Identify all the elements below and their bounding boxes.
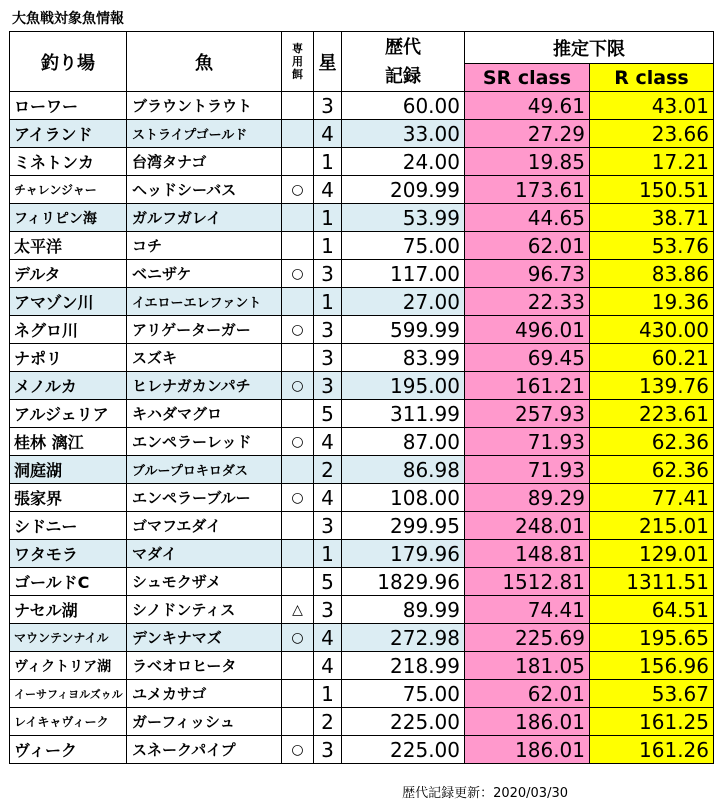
spot-cell: デルタ: [10, 260, 127, 288]
table-row: [10, 316, 714, 344]
record-cell: 60.00: [342, 92, 465, 120]
r-class-cell: 223.61: [590, 400, 714, 428]
fish-cell: ヘッドシーバス: [127, 176, 282, 204]
record-cell: 272.98: [342, 624, 465, 652]
fish-cell: ガルフガレイ: [127, 204, 282, 232]
star-cell: 5: [314, 568, 342, 596]
star-cell: 2: [314, 708, 342, 736]
r-class-cell: 195.65: [590, 624, 714, 652]
fish-cell: シノドンティス: [127, 596, 282, 624]
table-row: [10, 176, 714, 204]
star-cell: 1: [314, 288, 342, 316]
record-cell: 53.99: [342, 204, 465, 232]
record-cell: 75.00: [342, 680, 465, 708]
star-cell: 4: [314, 652, 342, 680]
bait-cell: [282, 456, 314, 484]
record-update-note: 歴代記録更新：2020/03/30: [402, 786, 568, 801]
sr-class-cell: 161.21: [465, 372, 590, 400]
star-cell: 3: [314, 372, 342, 400]
spot-cell: ゴールドC: [10, 568, 127, 596]
bait-cell: [282, 92, 314, 120]
r-class-cell: 17.21: [590, 148, 714, 176]
spot-cell: ヴィーク: [10, 736, 127, 764]
bait-cell: △: [282, 596, 314, 624]
star-cell: 3: [314, 316, 342, 344]
sr-class-cell: 19.85: [465, 148, 590, 176]
fish-cell: エンペラーレッド: [127, 428, 282, 456]
table-body: [10, 92, 714, 764]
bait-cell: [282, 288, 314, 316]
r-class-cell: 1311.51: [590, 568, 714, 596]
fish-cell: 台湾タナゴ: [127, 148, 282, 176]
r-class-cell: 62.36: [590, 456, 714, 484]
sr-class-cell: 49.61: [465, 92, 590, 120]
fish-cell: マダイ: [127, 540, 282, 568]
record-cell: 24.00: [342, 148, 465, 176]
fish-cell: スネークパイプ: [127, 736, 282, 764]
star-cell: 3: [314, 344, 342, 372]
table-row: [10, 568, 714, 596]
table-row: [10, 512, 714, 540]
spot-cell: シドニー: [10, 512, 127, 540]
star-cell: 3: [314, 260, 342, 288]
table-row: [10, 652, 714, 680]
sr-class-cell: 69.45: [465, 344, 590, 372]
star-cell: 4: [314, 624, 342, 652]
fish-cell: ベニザケ: [127, 260, 282, 288]
r-class-cell: 38.71: [590, 204, 714, 232]
spot-cell: 洞庭湖: [10, 456, 127, 484]
fish-cell: シュモクザメ: [127, 568, 282, 596]
table-row: [10, 92, 714, 120]
record-cell: 225.00: [342, 708, 465, 736]
sr-class-cell: 71.93: [465, 428, 590, 456]
table-row: [10, 428, 714, 456]
star-cell: 3: [314, 92, 342, 120]
sr-class-cell: 44.65: [465, 204, 590, 232]
bait-cell: [282, 680, 314, 708]
sr-class-cell: 27.29: [465, 120, 590, 148]
r-class-cell: 53.67: [590, 680, 714, 708]
record-cell: 311.99: [342, 400, 465, 428]
header-fish: 魚: [127, 32, 282, 92]
bait-cell: [282, 540, 314, 568]
table-row: [10, 400, 714, 428]
spot-cell: アイランド: [10, 120, 127, 148]
spot-cell: アルジェリア: [10, 400, 127, 428]
fish-cell: ユメカサゴ: [127, 680, 282, 708]
sr-class-cell: 62.01: [465, 680, 590, 708]
star-cell: 3: [314, 736, 342, 764]
r-class-cell: 161.25: [590, 708, 714, 736]
record-cell: 27.00: [342, 288, 465, 316]
star-cell: 1: [314, 204, 342, 232]
bait-cell: [282, 652, 314, 680]
header-star: 星: [314, 32, 342, 92]
header-record: [342, 32, 465, 92]
bait-cell: [282, 344, 314, 372]
r-class-cell: 60.21: [590, 344, 714, 372]
star-cell: 4: [314, 120, 342, 148]
record-cell: 87.00: [342, 428, 465, 456]
bait-cell: ○: [282, 484, 314, 512]
header-bait-char: 用: [292, 55, 303, 68]
sr-class-cell: 71.93: [465, 456, 590, 484]
table-row: [10, 288, 714, 316]
fish-cell: イエローエレファント: [127, 288, 282, 316]
sr-class-cell: 74.41: [465, 596, 590, 624]
spot-cell: チャレンジャー: [10, 176, 127, 204]
bait-cell: ○: [282, 624, 314, 652]
bait-cell: ○: [282, 428, 314, 456]
r-class-cell: 53.76: [590, 232, 714, 260]
record-cell: 225.00: [342, 736, 465, 764]
spot-cell: ナポリ: [10, 344, 127, 372]
r-class-cell: 430.00: [590, 316, 714, 344]
sr-class-cell: 186.01: [465, 736, 590, 764]
sr-class-cell: 22.33: [465, 288, 590, 316]
spot-cell: メノルカ: [10, 372, 127, 400]
table-row: [10, 260, 714, 288]
page-title: 大魚戦対象魚情報: [12, 11, 124, 27]
r-class-cell: 19.36: [590, 288, 714, 316]
fish-table: [9, 31, 714, 764]
bait-cell: ○: [282, 176, 314, 204]
table-row: [10, 708, 714, 736]
star-cell: 4: [314, 484, 342, 512]
spot-cell: ローワー: [10, 92, 127, 120]
r-class-cell: 215.01: [590, 512, 714, 540]
fish-cell: エンペラーブルー: [127, 484, 282, 512]
fish-cell: ブラウントラウト: [127, 92, 282, 120]
r-class-cell: 139.76: [590, 372, 714, 400]
r-class-cell: 62.36: [590, 428, 714, 456]
table-row: [10, 232, 714, 260]
spot-cell: フィリピン海: [10, 204, 127, 232]
r-class-cell: 23.66: [590, 120, 714, 148]
spot-cell: レイキャヴィーク: [10, 708, 127, 736]
record-cell: 599.99: [342, 316, 465, 344]
spot-cell: 桂林 漓江: [10, 428, 127, 456]
sr-class-cell: 186.01: [465, 708, 590, 736]
table-row: [10, 540, 714, 568]
bait-cell: ○: [282, 736, 314, 764]
table-row: [10, 204, 714, 232]
spot-cell: 太平洋: [10, 232, 127, 260]
star-cell: 3: [314, 596, 342, 624]
sr-class-cell: 496.01: [465, 316, 590, 344]
spot-cell: 張家界: [10, 484, 127, 512]
record-cell: 209.99: [342, 176, 465, 204]
bait-cell: ○: [282, 260, 314, 288]
sr-class-cell: 181.05: [465, 652, 590, 680]
sr-class-cell: 1512.81: [465, 568, 590, 596]
r-class-cell: 156.96: [590, 652, 714, 680]
record-cell: 195.00: [342, 372, 465, 400]
table-row: [10, 624, 714, 652]
star-cell: 1: [314, 540, 342, 568]
spot-cell: ナセル湖: [10, 596, 127, 624]
bait-cell: [282, 204, 314, 232]
table-row: [10, 120, 714, 148]
sr-class-cell: 173.61: [465, 176, 590, 204]
star-cell: 4: [314, 428, 342, 456]
bait-cell: [282, 232, 314, 260]
bait-cell: ○: [282, 316, 314, 344]
header-bait: [282, 32, 314, 92]
r-class-cell: 64.51: [590, 596, 714, 624]
header-record-top: 歴代: [385, 36, 421, 58]
sr-class-cell: 248.01: [465, 512, 590, 540]
table-row: [10, 372, 714, 400]
star-cell: 5: [314, 400, 342, 428]
fish-cell: ラベオロヒータ: [127, 652, 282, 680]
table-row: [10, 344, 714, 372]
star-cell: 1: [314, 148, 342, 176]
header-bait-char: 専: [292, 42, 303, 55]
fish-cell: ゴマフエダイ: [127, 512, 282, 540]
fish-cell: アリゲーターガー: [127, 316, 282, 344]
record-cell: 218.99: [342, 652, 465, 680]
record-cell: 108.00: [342, 484, 465, 512]
sr-class-cell: 148.81: [465, 540, 590, 568]
star-cell: 4: [314, 176, 342, 204]
r-class-cell: 43.01: [590, 92, 714, 120]
header-spot: 釣り場: [10, 32, 127, 92]
table-row: [10, 148, 714, 176]
r-class-cell: 150.51: [590, 176, 714, 204]
header-sr-class: SR class: [465, 64, 590, 92]
spot-cell: ヴィクトリア湖: [10, 652, 127, 680]
fish-cell: デンキナマズ: [127, 624, 282, 652]
header-r-class: R class: [590, 64, 714, 92]
bait-cell: ○: [282, 372, 314, 400]
table-row: [10, 736, 714, 764]
header-bait-char: 餌: [292, 68, 303, 81]
record-cell: 299.95: [342, 512, 465, 540]
r-class-cell: 83.86: [590, 260, 714, 288]
sr-class-cell: 96.73: [465, 260, 590, 288]
table-row: [10, 456, 714, 484]
bait-cell: [282, 148, 314, 176]
record-cell: 83.99: [342, 344, 465, 372]
r-class-cell: 129.01: [590, 540, 714, 568]
fish-cell: ガーフィッシュ: [127, 708, 282, 736]
bait-cell: [282, 400, 314, 428]
header-record-bottom: 記録: [385, 65, 421, 87]
sr-class-cell: 89.29: [465, 484, 590, 512]
fish-cell: キハダマグロ: [127, 400, 282, 428]
record-cell: 75.00: [342, 232, 465, 260]
bait-cell: [282, 568, 314, 596]
fish-cell: スズキ: [127, 344, 282, 372]
record-cell: 1829.96: [342, 568, 465, 596]
table-row: [10, 680, 714, 708]
table-row: [10, 596, 714, 624]
spot-cell: マウンテンナイル: [10, 624, 127, 652]
table-row: [10, 484, 714, 512]
bait-cell: [282, 120, 314, 148]
spot-cell: アマゾン川: [10, 288, 127, 316]
record-cell: 33.00: [342, 120, 465, 148]
fish-cell: ヒレナガカンパチ: [127, 372, 282, 400]
sr-class-cell: 225.69: [465, 624, 590, 652]
record-cell: 89.99: [342, 596, 465, 624]
spot-cell: ミネトンカ: [10, 148, 127, 176]
record-cell: 117.00: [342, 260, 465, 288]
r-class-cell: 77.41: [590, 484, 714, 512]
record-cell: 179.96: [342, 540, 465, 568]
header-limit: 推定下限: [465, 32, 714, 64]
sr-class-cell: 62.01: [465, 232, 590, 260]
bait-cell: [282, 512, 314, 540]
sr-class-cell: 257.93: [465, 400, 590, 428]
record-cell: 86.98: [342, 456, 465, 484]
star-cell: 2: [314, 456, 342, 484]
bait-cell: [282, 708, 314, 736]
spot-cell: イーサフィヨルズゥル: [10, 680, 127, 708]
fish-cell: ブループロキロダス: [127, 456, 282, 484]
fish-cell: コチ: [127, 232, 282, 260]
fish-cell: ストライプゴールド: [127, 120, 282, 148]
star-cell: 1: [314, 680, 342, 708]
star-cell: 3: [314, 512, 342, 540]
star-cell: 1: [314, 232, 342, 260]
r-class-cell: 161.26: [590, 736, 714, 764]
spot-cell: ワタモラ: [10, 540, 127, 568]
spot-cell: ネグロ川: [10, 316, 127, 344]
